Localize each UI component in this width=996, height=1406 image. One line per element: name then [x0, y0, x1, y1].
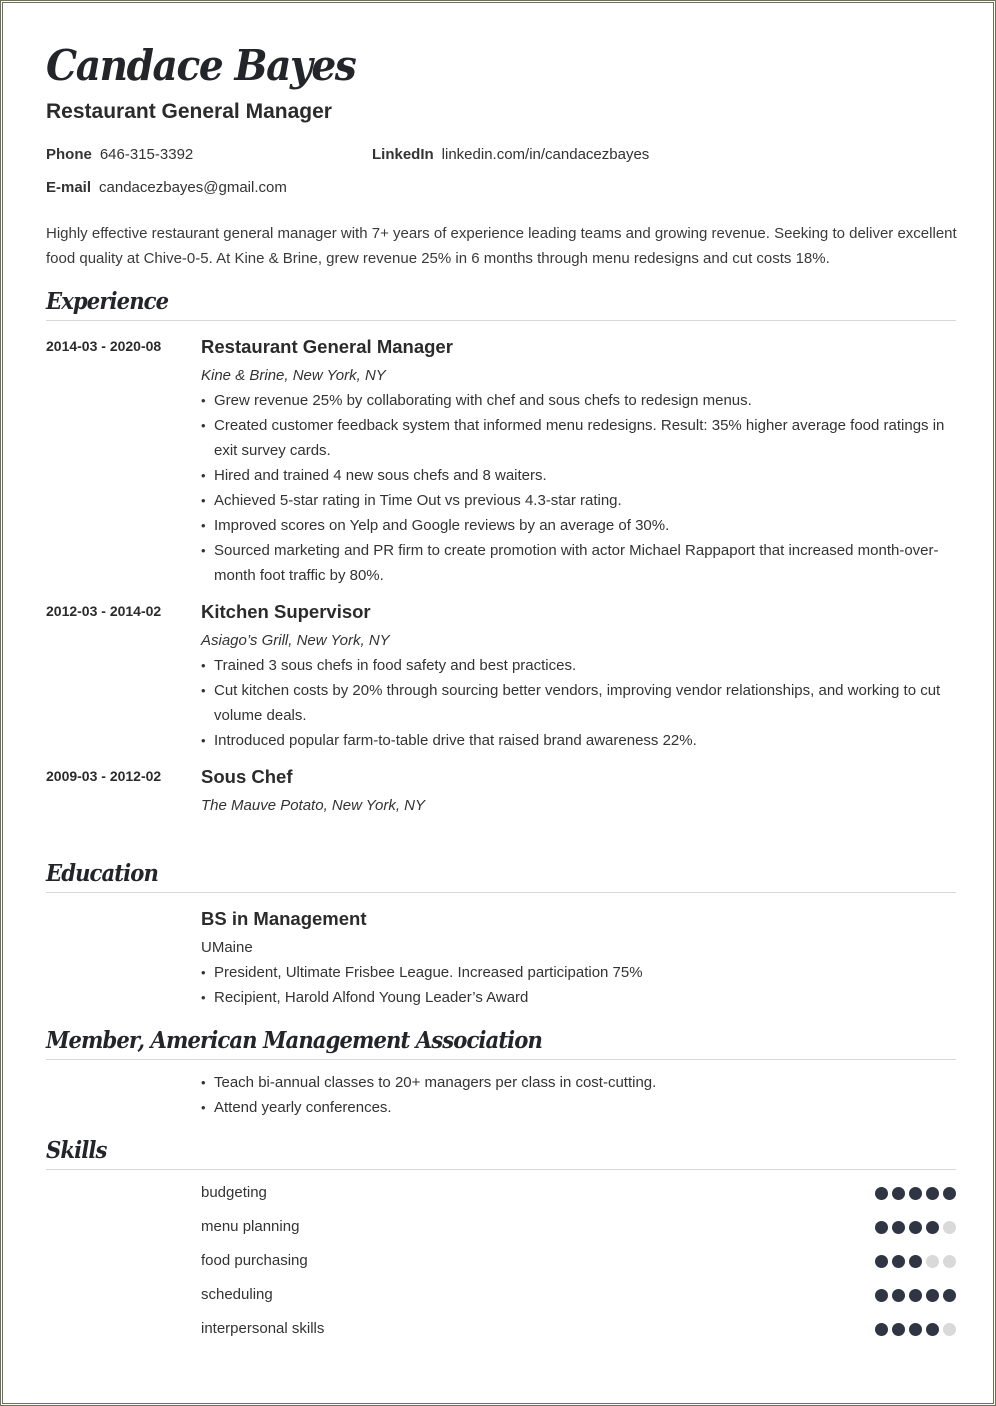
- phone-label: Phone: [46, 146, 92, 163]
- rating-dot-filled-icon: [909, 1187, 922, 1200]
- skill-row: [201, 1218, 956, 1238]
- rating-dot-filled-icon: [875, 1221, 888, 1234]
- job-1-dates: 2014-03 - 2020-08: [46, 338, 162, 354]
- skill-row: [201, 1320, 956, 1340]
- job-3-dates: 2009-03 - 2012-02: [46, 768, 162, 784]
- job-1-title: Restaurant General Manager: [201, 336, 453, 357]
- skills-heading: [46, 1130, 956, 1170]
- rating-dot-filled-icon: [926, 1221, 939, 1234]
- list-item: • Grew revenue 25% by collaborating with chef and sous chefs to redesign menus.: [201, 388, 953, 413]
- contact-linkedin: [372, 146, 649, 163]
- list-item: • Attend yearly conferences.: [201, 1095, 953, 1120]
- rating-dot-empty-icon: [943, 1255, 956, 1268]
- contact-phone: [46, 146, 193, 163]
- candidate-name: Candace Bayes: [46, 41, 356, 90]
- rating-dot-filled-icon: [875, 1323, 888, 1336]
- list-item: • Created customer feedback system that informed menu redesigns. Result: 35% higher average food ratings in exit survey cards.: [201, 413, 953, 463]
- linkedin-label: LinkedIn: [372, 146, 434, 163]
- list-item: • Introduced popular farm-to-table drive that raised brand awareness 22%.: [201, 728, 953, 753]
- job-2-company: Asiago’s Grill, New York, NY: [201, 632, 390, 649]
- job-1-company: Kine & Brine, New York, NY: [201, 367, 386, 384]
- list-item: • Improved scores on Yelp and Google reviews by an average of 30%.: [201, 513, 953, 538]
- resume-page: [2, 2, 994, 1404]
- list-item: • President, Ultimate Frisbee League. Increased participation 75%: [201, 960, 953, 985]
- skill-rating-dots: [875, 1255, 956, 1268]
- skill-name: menu planning: [201, 1218, 300, 1235]
- rating-dot-filled-icon: [875, 1289, 888, 1302]
- education-heading-text: Education: [46, 860, 158, 887]
- education-bullets: [201, 960, 953, 1010]
- rating-dot-filled-icon: [943, 1187, 956, 1200]
- job-2-dates: 2012-03 - 2014-02: [46, 603, 162, 619]
- membership-heading: [46, 1020, 956, 1060]
- rating-dot-empty-icon: [943, 1221, 956, 1234]
- rating-dot-filled-icon: [926, 1289, 939, 1302]
- list-item: • Hired and trained 4 new sous chefs and 8 waiters.: [201, 463, 953, 488]
- skill-row: [201, 1286, 956, 1306]
- rating-dot-filled-icon: [875, 1187, 888, 1200]
- rating-dot-empty-icon: [943, 1323, 956, 1336]
- skill-row: [201, 1184, 956, 1204]
- rating-dot-filled-icon: [909, 1289, 922, 1302]
- skill-rating-dots: [875, 1187, 956, 1200]
- skill-rating-dots: [875, 1289, 956, 1302]
- summary-paragraph: Highly effective restaurant general manager with 7+ years of experience leading teams and growing revenue. Seeking to deliver excellent food quality at Chive-0-5. At Kine & Brine, grew revenue 25% in 6 months through menu redesigns and cut costs 18%.: [46, 225, 957, 267]
- email-value[interactable]: candacezbayes@gmail.com: [99, 179, 287, 196]
- linkedin-value[interactable]: linkedin.com/in/candacezbayes: [441, 146, 650, 163]
- list-item: • Trained 3 sous chefs in food safety and best practices.: [201, 653, 953, 678]
- rating-dot-empty-icon: [926, 1255, 939, 1268]
- list-item: • Achieved 5-star rating in Time Out vs previous 4.3-star rating.: [201, 488, 953, 513]
- skill-rating-dots: [875, 1323, 956, 1336]
- degree-title: BS in Management: [201, 908, 367, 929]
- rating-dot-filled-icon: [943, 1289, 956, 1302]
- rating-dot-filled-icon: [909, 1255, 922, 1268]
- list-item: • Sourced marketing and PR firm to create promotion with actor Michael Rappaport that increased month-over-month foot traffic by 80%.: [201, 538, 953, 588]
- rating-dot-filled-icon: [909, 1323, 922, 1336]
- skill-name: budgeting: [201, 1184, 267, 1201]
- rating-dot-filled-icon: [926, 1187, 939, 1200]
- experience-heading: [46, 281, 956, 321]
- rating-dot-filled-icon: [926, 1323, 939, 1336]
- skill-name: food purchasing: [201, 1252, 308, 1269]
- list-item: • Cut kitchen costs by 20% through sourcing better vendors, improving vendor relationships, and working to cut volume deals.: [201, 678, 953, 728]
- job-3-title: Sous Chef: [201, 766, 293, 787]
- experience-heading-text: Experience: [46, 288, 169, 315]
- rating-dot-filled-icon: [892, 1221, 905, 1234]
- skill-row: [201, 1252, 956, 1272]
- rating-dot-filled-icon: [892, 1255, 905, 1268]
- job-3-company: The Mauve Potato, New York, NY: [201, 797, 425, 814]
- membership-heading-text: Member, American Management Association: [46, 1027, 542, 1054]
- email-label: E-mail: [46, 179, 92, 196]
- rating-dot-filled-icon: [892, 1187, 905, 1200]
- education-heading: [46, 853, 956, 893]
- rating-dot-filled-icon: [892, 1289, 905, 1302]
- job-1-bullets: [201, 388, 953, 588]
- job-2-bullets: [201, 653, 953, 753]
- phone-value: 646-315-3392: [99, 146, 194, 163]
- school-name: UMaine: [201, 939, 253, 956]
- skill-rating-dots: [875, 1221, 956, 1234]
- list-item: • Teach bi-annual classes to 20+ managers per class in cost-cutting.: [201, 1070, 953, 1095]
- job-2-title: Kitchen Supervisor: [201, 601, 371, 622]
- skill-name: scheduling: [201, 1286, 273, 1303]
- candidate-title: Restaurant General Manager: [46, 100, 332, 123]
- rating-dot-filled-icon: [892, 1323, 905, 1336]
- skills-heading-text: Skills: [46, 1137, 107, 1164]
- membership-bullets: [201, 1070, 953, 1120]
- skill-name: interpersonal skills: [201, 1320, 325, 1337]
- rating-dot-filled-icon: [909, 1221, 922, 1234]
- rating-dot-filled-icon: [875, 1255, 888, 1268]
- contact-email: [46, 179, 287, 196]
- list-item: • Recipient, Harold Alfond Young Leader’s Award: [201, 985, 953, 1010]
